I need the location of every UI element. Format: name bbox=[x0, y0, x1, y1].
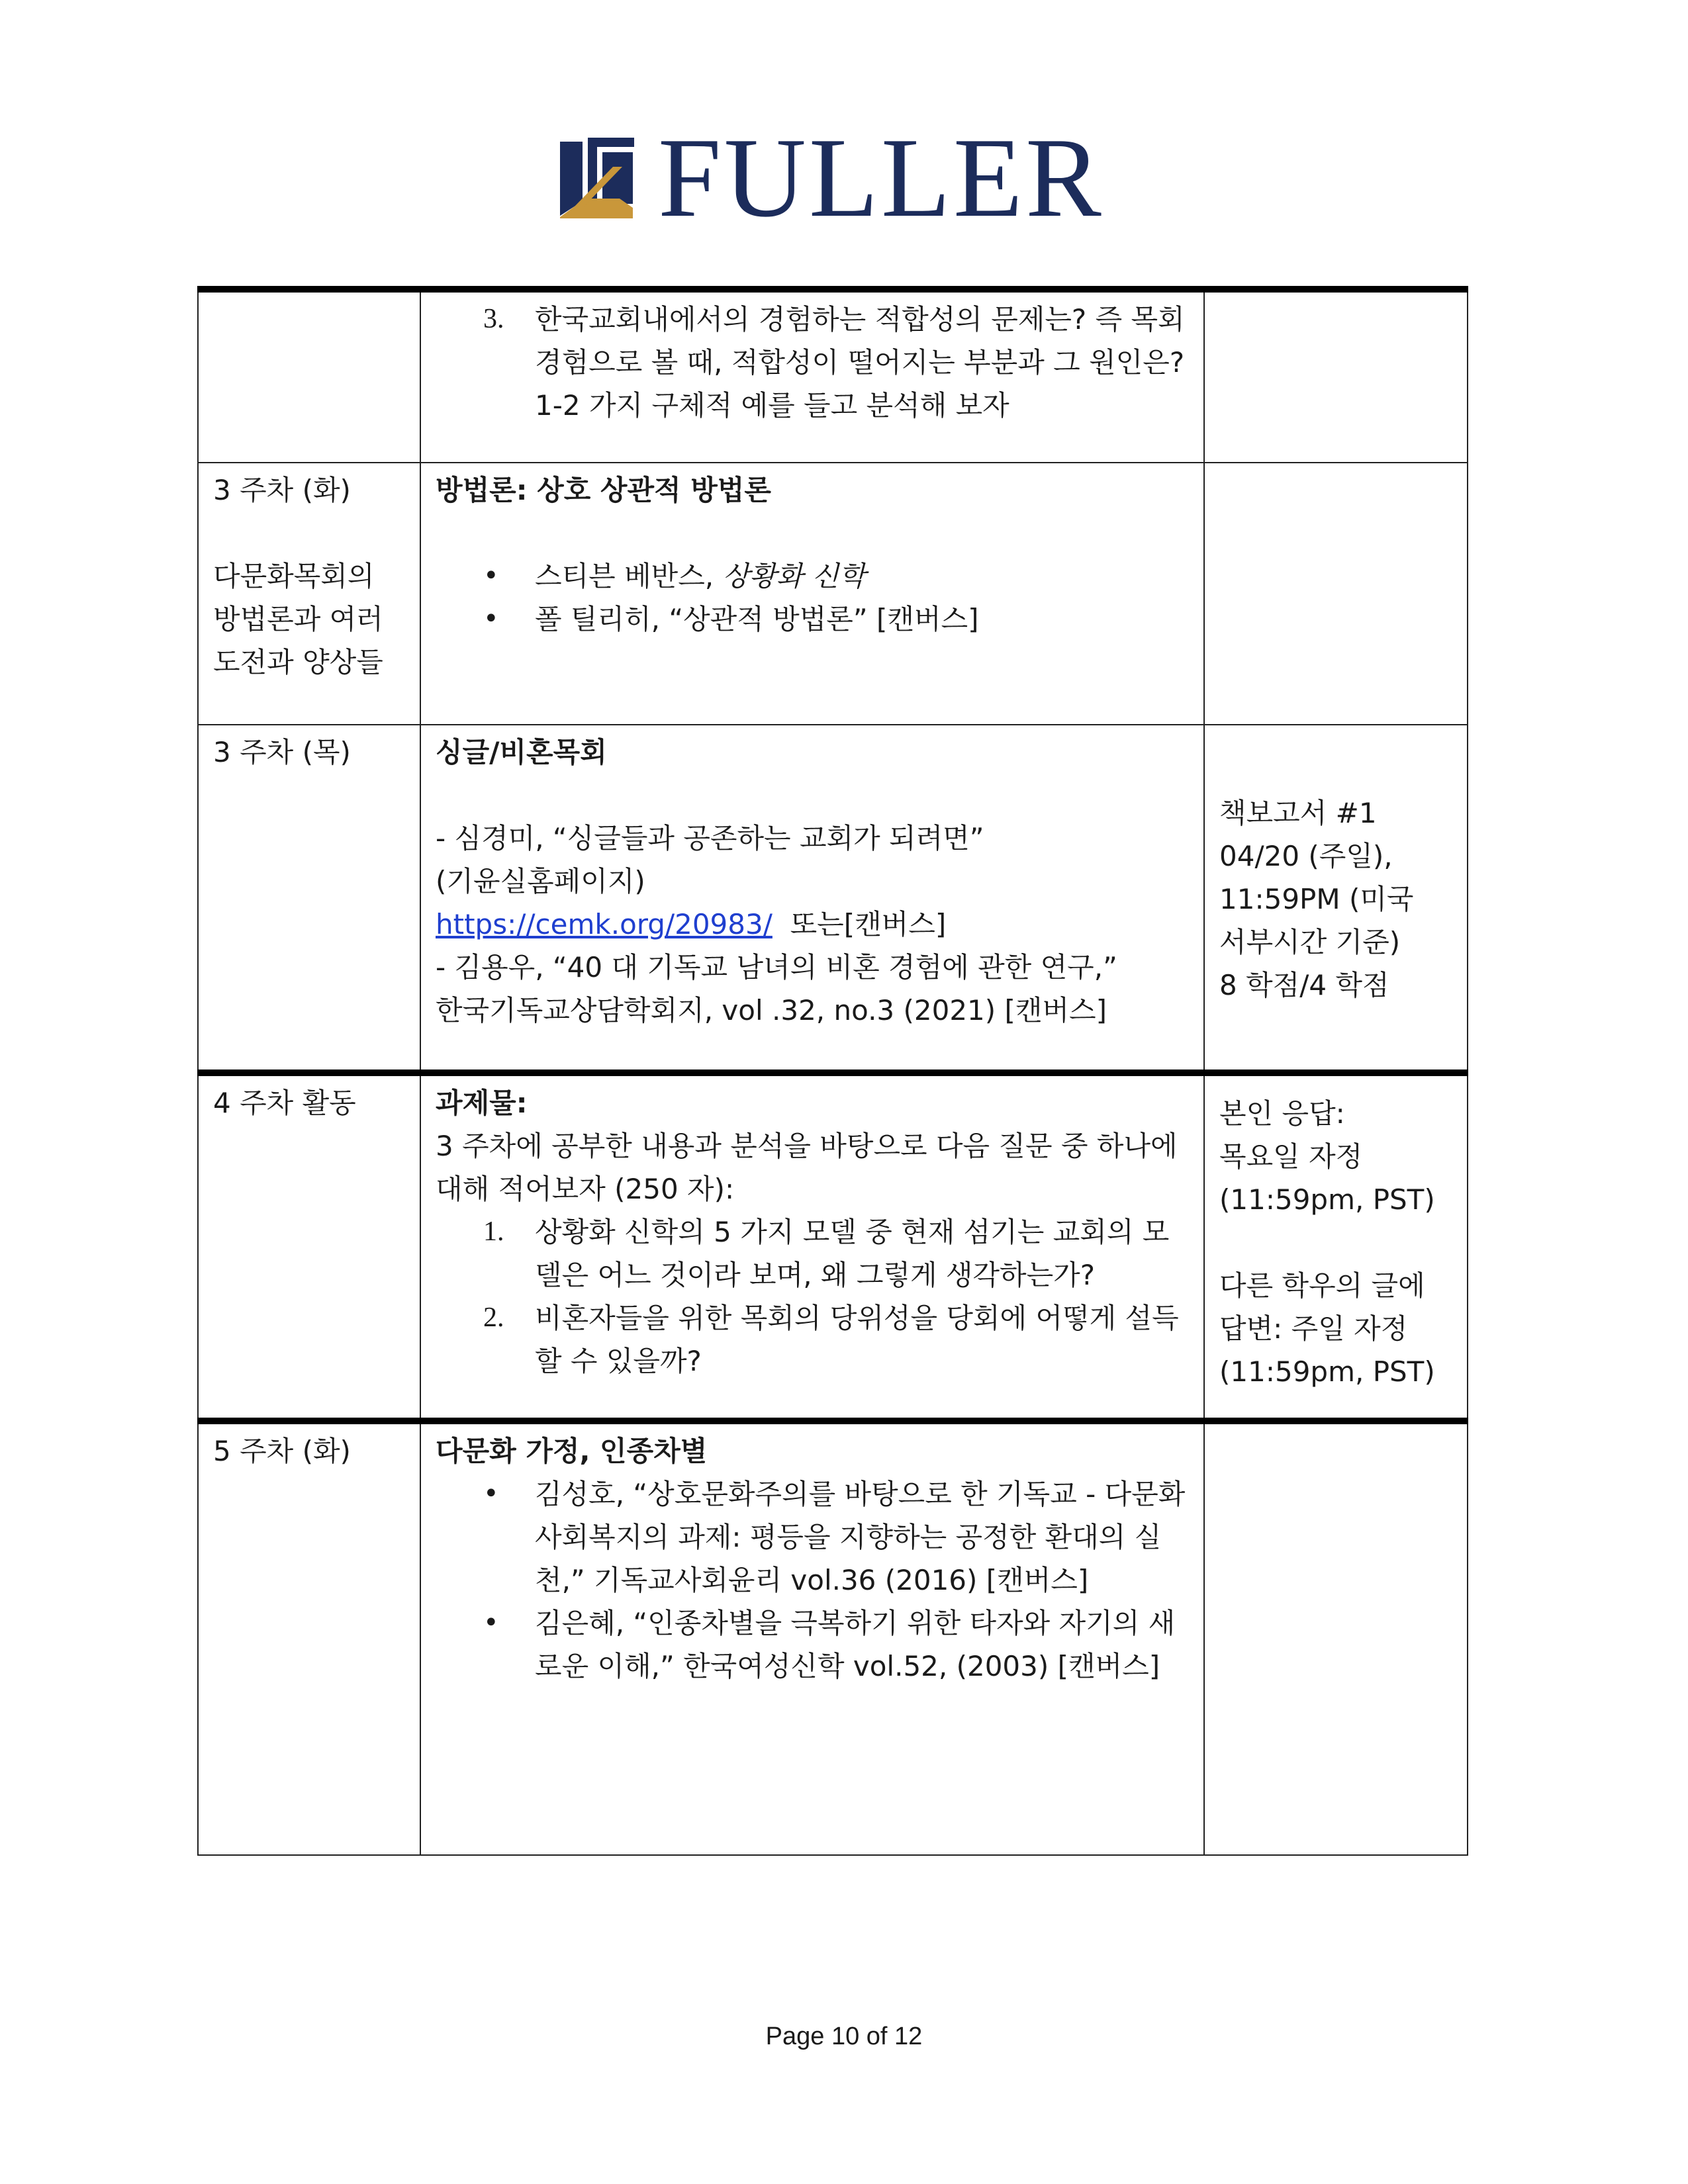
fuller-book-logo-icon bbox=[556, 135, 641, 221]
list-item bbox=[436, 1297, 1189, 1383]
week-subtitle: 다문화목회의 방법론과 여러 도전과 양상들 bbox=[213, 560, 383, 678]
reading-line: (기윤실홈페이지) bbox=[436, 865, 645, 897]
assignment-intro: 3 주차에 공부한 내용과 분석을 바탕으로 다음 질문 중 하나에 대해 적어보자 (250 자): bbox=[436, 1130, 1178, 1205]
topic-cell bbox=[420, 463, 1204, 725]
topic-heading: 과제물: bbox=[436, 1087, 528, 1119]
week-cell bbox=[198, 463, 420, 725]
table-row bbox=[198, 289, 1468, 463]
reading-link-line bbox=[436, 903, 1189, 946]
week-label: 3 주차 (목) bbox=[213, 736, 351, 768]
due-line: 다른 학우의 글에 bbox=[1219, 1269, 1425, 1302]
list-item bbox=[436, 1210, 1189, 1297]
schedule-table bbox=[197, 286, 1468, 1856]
item-text: 상황화 신학의 5 가지 모델 중 현재 섬기는 교회의 모델은 어느 것이라 보며, 왜 그렇게 생각하는가? bbox=[535, 1216, 1170, 1291]
due-cell bbox=[1204, 463, 1468, 725]
topic-cell bbox=[420, 1421, 1204, 1855]
table-row bbox=[198, 463, 1468, 725]
week-cell bbox=[198, 1421, 420, 1855]
reading-author: 스티븐 베반스, bbox=[535, 560, 723, 592]
item-text: 비혼자들을 위한 목회의 당위성을 당회에 어떻게 설득할 수 있을까? bbox=[535, 1302, 1179, 1377]
due-line: 8 학점/4 학점 bbox=[1219, 969, 1389, 1001]
topic-cell bbox=[420, 289, 1204, 463]
topic-heading: 방법론: 상호 상관적 방법론 bbox=[436, 474, 771, 506]
due-line: 04/20 (주일), bbox=[1219, 840, 1393, 872]
cemk-link[interactable]: https://cemk.org/20983/ bbox=[436, 908, 773, 940]
due-line: 답변: 주일 자정 bbox=[1219, 1312, 1408, 1345]
week-label: 3 주차 (화) bbox=[213, 474, 351, 506]
item-text: 한국교회내에서의 경험하는 적합성의 문제는? 즉 목회경험으로 볼 때, 적합성이 떨어지는 부분과 그 원인은? 1-2 가지 구체적 예를 들고 분석해 보자 bbox=[535, 303, 1185, 422]
list-item bbox=[436, 598, 1189, 641]
list-item bbox=[436, 1473, 1189, 1602]
reading-text: 폴 틸리히, “상관적 방법론” [캔버스] bbox=[535, 603, 979, 635]
item-number: 1. bbox=[483, 1216, 504, 1247]
due-cell bbox=[1204, 725, 1468, 1073]
reading-line: - 심경미, “싱글들과 공존하는 교회가 되려면” bbox=[436, 822, 984, 854]
due-cell bbox=[1204, 289, 1468, 463]
page-number: Page 10 of 12 bbox=[765, 2023, 923, 2050]
reading-line: - 김용우, “40 대 기독교 남녀의 비혼 경험에 관한 연구,” bbox=[436, 951, 1117, 983]
week-label: 5 주차 (화) bbox=[213, 1435, 351, 1467]
due-line: (11:59pm, PST) bbox=[1219, 1183, 1435, 1216]
reading-title: 상황화 신학 bbox=[722, 560, 866, 592]
due-line: 서부시간 기준) bbox=[1219, 926, 1401, 958]
table-row bbox=[198, 1073, 1468, 1421]
week-cell bbox=[198, 289, 420, 463]
table-row bbox=[198, 725, 1468, 1073]
list-item bbox=[436, 555, 1189, 598]
week-cell bbox=[198, 1073, 420, 1421]
due-cell bbox=[1204, 1073, 1468, 1421]
week-cell bbox=[198, 725, 420, 1073]
due-line: 11:59PM (미국 bbox=[1219, 883, 1414, 915]
due-cell bbox=[1204, 1421, 1468, 1855]
due-line: (11:59pm, PST) bbox=[1219, 1355, 1435, 1388]
due-line: 목요일 자정 bbox=[1219, 1140, 1363, 1173]
link-suffix: 또는[캔버스] bbox=[790, 908, 947, 940]
week-label: 4 주차 활동 bbox=[213, 1087, 356, 1119]
list-item bbox=[436, 298, 1189, 427]
reading-text: 김은혜, “인종차별을 극복하기 위한 타자와 자기의 새로운 이해,” 한국여성신학 vol.52, (2003) [캔버스] bbox=[535, 1607, 1176, 1682]
table-row bbox=[198, 1421, 1468, 1855]
topic-cell bbox=[420, 725, 1204, 1073]
logo-wordmark: FULLER bbox=[658, 114, 1104, 241]
item-number: 3. bbox=[483, 304, 504, 334]
fuller-logo bbox=[556, 114, 1139, 241]
topic-heading: 다문화 가정, 인종차별 bbox=[436, 1435, 708, 1467]
due-line: 본인 응답: bbox=[1219, 1097, 1345, 1130]
list-item bbox=[436, 1602, 1189, 1688]
due-line: 책보고서 #1 bbox=[1219, 797, 1377, 829]
reading-line: 한국기독교상담학회지, vol .32, no.3 (2021) [캔버스] bbox=[436, 994, 1107, 1026]
item-number: 2. bbox=[483, 1302, 504, 1333]
topic-heading: 싱글/비혼목회 bbox=[436, 736, 607, 768]
reading-text: 김성호, “상호문화주의를 바탕으로 한 기독교 - 다문화사회복지의 과제: 평등을 지향하는 공정한 환대의 실천,” 기독교사회윤리 vol.36 (2016) [캔버스] bbox=[535, 1478, 1186, 1596]
topic-cell bbox=[420, 1073, 1204, 1421]
